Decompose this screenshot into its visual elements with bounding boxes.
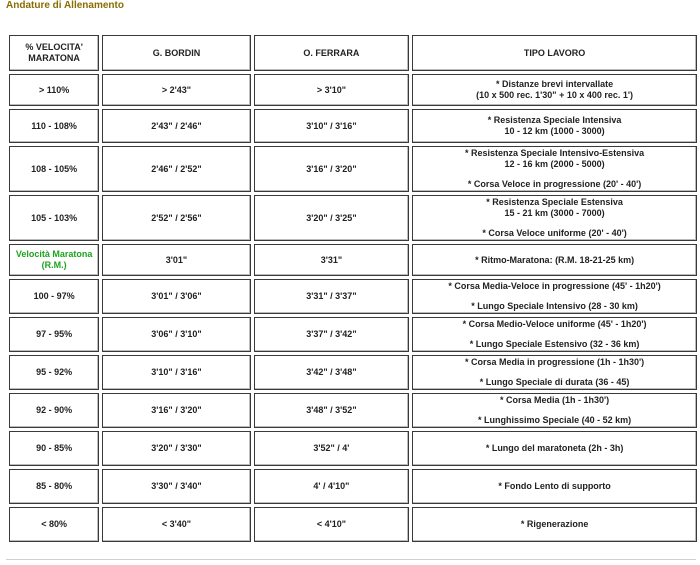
work-line: (10 x 500 rec. 1'30" + 10 x 400 rec. 1') [476,90,634,100]
header-ferrara: O. FERRARA [254,35,409,71]
work-line-secondary: * Corsa Veloce uniforme (20' - 40') [482,228,627,238]
work-gap [415,219,694,228]
cell-velocity-pct: 108 - 105% [9,146,99,192]
work-line: * Corsa Media (1h - 1h30') [499,395,610,405]
cell-velocity-pct: 90 - 85% [9,431,99,466]
cell-velocity-pct: 97 - 95% [9,317,99,352]
work-line: * Resistenza Speciale Intensivo-Estensiva [465,148,645,158]
work-line-secondary: * Lungo Speciale di durata (36 - 45) [479,377,630,387]
cell-bordin: < 3'40" [102,507,250,542]
header-row [9,35,697,71]
work-line: * Rigenerazione [520,519,589,529]
work-line: * Distanze brevi intervallate [496,79,614,89]
cell-work-type [412,195,697,241]
cell-bordin: 3'01" / 3'06" [102,279,250,314]
work-line: * Resistenza Speciale Estensiva [486,197,623,207]
work-gap [415,170,694,179]
cell-ferrara: < 4'10" [254,507,409,542]
cell-work-type [412,109,697,143]
table-row [9,431,697,466]
cell-work-type [412,431,697,466]
work-line: * Ritmo-Maratona: (R.M. 18-21-25 km) [475,254,635,265]
work-line-secondary: * Corsa Veloce in progressione (20' - 40') [467,179,642,189]
cell-work-type [412,317,697,352]
cell-bordin: 3'06" / 3'10" [102,317,250,352]
table-row [9,195,697,241]
cell-work-type [412,507,697,542]
work-line-secondary: * Lunghissimo Speciale (40 - 52 km) [478,415,632,425]
cell-bordin: 3'20" / 3'30" [102,431,250,466]
work-gap [415,330,694,339]
cell-bordin: 3'01" [102,244,250,276]
work-line: 10 - 12 km (1000 - 3000) [504,126,605,136]
work-line-secondary: * Lungo Speciale Intensivo (28 - 30 km) [471,301,638,311]
table-row [9,507,697,542]
work-line: * Corsa Media-Veloce in progressione (45' - 1h20') [448,281,661,291]
work-line: * Fondo Lento di supporto [498,481,611,491]
training-pace-table [6,32,700,545]
work-line: * Corsa Media in progressione (1h - 1h30') [464,357,645,367]
cell-ferrara: 3'31" [254,244,409,276]
cell-velocity-pct: < 80% [9,507,99,542]
cell-ferrara: > 3'10" [254,74,409,106]
table-row [9,393,697,428]
cell-velocity-pct: > 110% [9,74,99,106]
table-row [9,244,697,276]
work-line-secondary: * Lungo Speciale Estensivo (32 - 36 km) [469,339,640,349]
cell-ferrara: 4' / 4'10" [254,469,409,504]
cell-velocity-pct [9,244,99,276]
table-row [9,109,697,143]
cell-ferrara: 3'10" / 3'16" [254,109,409,143]
cell-velocity-pct-line: Velocità Maratona [15,249,93,259]
cell-ferrara: 3'37" / 3'42" [254,317,409,352]
cell-work-type [412,244,697,276]
table-row [9,317,697,352]
cell-velocity-pct: 95 - 92% [9,355,99,390]
cell-ferrara: 3'20" / 3'25" [254,195,409,241]
header-bordin: G. BORDIN [102,35,250,71]
cell-bordin: 2'43" / 2'46" [102,109,250,143]
cell-bordin: 3'16" / 3'20" [102,393,250,428]
header-velocity-line2: MARATONA [28,53,80,63]
table-row [9,355,697,390]
cell-velocity-pct: 105 - 103% [9,195,99,241]
work-gap [415,406,694,415]
table-row [9,469,697,504]
work-line: * Corsa Medio-Veloce uniforme (45' - 1h20') [462,319,647,329]
cell-velocity-pct-line: (R.M.) [41,260,67,270]
cell-work-type [412,355,697,390]
cell-velocity-pct: 110 - 108% [9,109,99,143]
cell-work-type [412,146,697,192]
table-row [9,74,697,106]
header-velocity-line1: % VELOCITA' [25,42,83,52]
header-work-type: TIPO LAVORO [412,35,697,71]
cell-ferrara: 3'31" / 3'37" [254,279,409,314]
table-row [9,279,697,314]
cell-velocity-pct: 85 - 80% [9,469,99,504]
cell-velocity-pct: 100 - 97% [9,279,99,314]
cell-work-type [412,393,697,428]
work-line: 15 - 21 km (3000 - 7000) [504,208,605,218]
cell-work-type [412,279,697,314]
bottom-divider [6,559,696,560]
cell-work-type [412,469,697,504]
work-line: 12 - 16 km (2000 - 5000) [504,159,605,169]
cell-ferrara: 3'16" / 3'20" [254,146,409,192]
cell-work-type [412,74,697,106]
cell-bordin: 2'52" / 2'56" [102,195,250,241]
cell-bordin: 2'46" / 2'52" [102,146,250,192]
cell-bordin: 3'10" / 3'16" [102,355,250,390]
cell-ferrara: 3'52" / 4' [254,431,409,466]
work-gap [415,368,694,377]
work-line: * Lungo del maratoneta (2h - 3h) [485,443,624,453]
work-gap [415,292,694,301]
cell-ferrara: 3'48" / 3'52" [254,393,409,428]
table-row [9,146,697,192]
cell-ferrara: 3'42" / 3'48" [254,355,409,390]
work-line: * Resistenza Speciale Intensiva [487,115,622,125]
header-velocity [9,35,99,71]
cell-velocity-pct: 92 - 90% [9,393,99,428]
cell-bordin: > 2'43" [102,74,250,106]
cell-bordin: 3'30" / 3'40" [102,469,250,504]
page-title: Andature di Allenamento [6,0,124,11]
